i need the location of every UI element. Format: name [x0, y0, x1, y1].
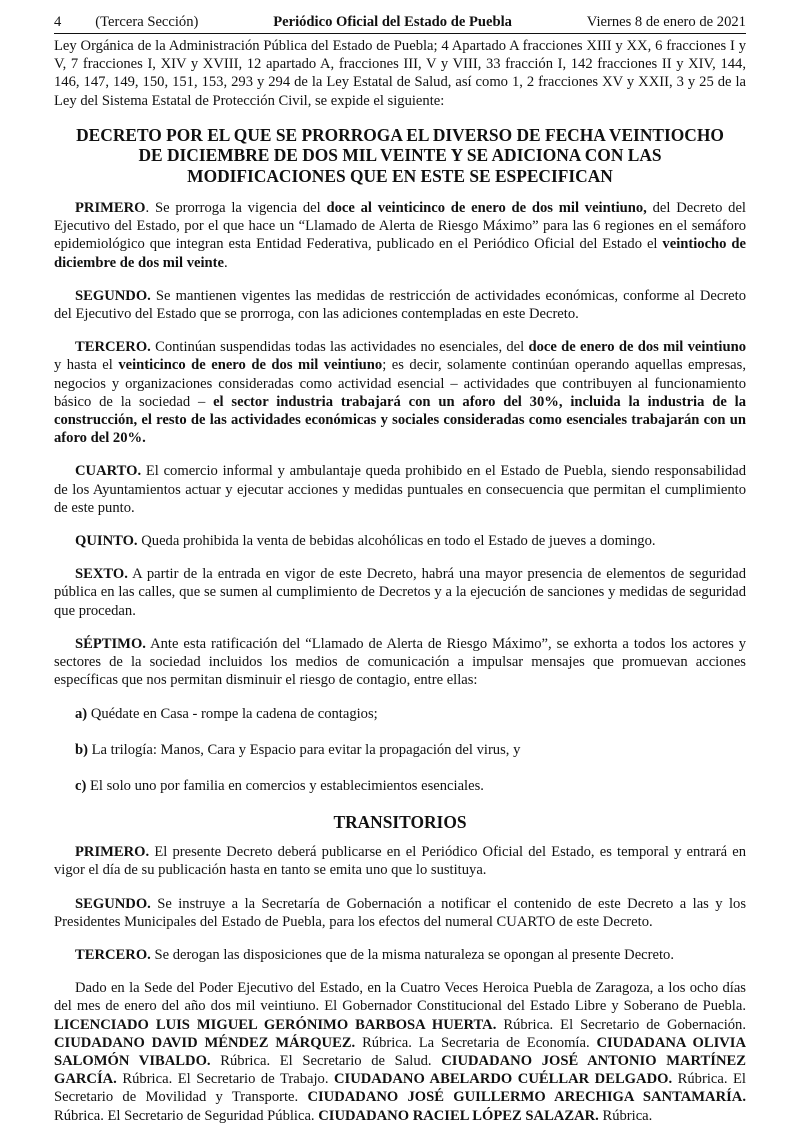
article-segundo	[54, 287, 746, 323]
list-item-label: c)	[75, 777, 87, 794]
article-tercero	[54, 338, 746, 447]
list-item	[54, 705, 746, 723]
article-text: Continúan suspendidas todas las actividades no esenciales, del	[150, 339, 529, 356]
article-bold-text: doce de enero de dos mil veintiuno	[528, 339, 746, 356]
signatory-name: CIUDADANO DAVID MÉNDEZ MÁRQUEZ.	[54, 1034, 356, 1051]
section-label: (Tercera Sección)	[95, 14, 199, 30]
signatory-name: CIUDADANA OLIVIA SALOMÓN VIBALDO.	[54, 1034, 747, 1069]
article-text: .	[223, 254, 228, 271]
article-text: Se mantienen vigentes las medidas de restricción de actividades económicas, conforme al Decreto del Ejecutivo del Estado que se prorroga, con las adiciones contempladas en este Decreto.	[54, 287, 746, 323]
article-septimo	[54, 635, 746, 690]
article-text: El comercio informal y ambulantaje queda prohibido en el Estado de Puebla, siendo responsabilidad de los Ayuntamientos actuar y ejecutar acciones y medidas puntuales en consecuencia que permitan el cumplimiento de este punto.	[54, 463, 746, 516]
publication-name: Periódico Oficial del Estado de Puebla	[273, 14, 512, 30]
intro-paragraph: Ley Orgánica de la Administración Pública del Estado de Puebla; 4 Apartado A fracciones XIII y XX, 6 fracciones I y V, 7 fracciones I, XIV y XVIII, 12 apartado A, fracciones III, V y VIII, 33 fracción I, 142 fracciones II y XIV, 144, 146, 147, 149, 150, 151, 153, 293 y 294 de la Ley Estatal de Salud, así como 1, 2 fracciones XV y XXII, 3 y 25 de la Ley del Sistema Estatal de Protección Civil, se expide el siguiente:	[54, 38, 746, 109]
article-label: SEGUNDO.	[75, 287, 151, 304]
article-label: SÉPTIMO.	[75, 635, 146, 652]
page-header	[54, 12, 746, 34]
article-primero	[54, 199, 746, 272]
article-bold-text: veintiocho de diciembre de dos mil veinte	[54, 236, 746, 271]
article-bold-text: el sector industria trabajará con un aforo del 30%, incluida la industria de la construcción, el resto de las actividades económicas y sociales consideradas como esenciales trabajarán con un aforo del 20%.	[54, 393, 746, 447]
article-cuarto	[54, 462, 746, 517]
article-text: El presente Decreto deberá publicarse en el Periódico Oficial del Estado, es temporal y entrará en vigor el día de su publicación hasta en tanto se emita uno que lo sustituya.	[54, 844, 746, 879]
article-label: TERCERO.	[75, 946, 151, 963]
list-item-text: La trilogía: Manos, Cara y Espacio para evitar la propagación del virus, y	[87, 741, 521, 758]
publication-date: Viernes 8 de enero de 2021	[586, 14, 746, 30]
list-item	[54, 741, 746, 759]
closing-text: Rúbrica. El Secretario de Salud.	[210, 1052, 442, 1069]
list-item-label: b)	[75, 741, 88, 758]
signatory-name: LICENCIADO LUIS MIGUEL GERÓNIMO BARBOSA HUERTA.	[54, 1016, 497, 1033]
transitorios-title: TRANSITORIOS	[333, 812, 467, 833]
article-label: TERCERO.	[75, 339, 151, 356]
transitorio-segundo	[54, 895, 746, 931]
article-sexto	[54, 565, 746, 620]
decree-title-line: DECRETO POR EL QUE SE PRORROGA EL DIVERSO DE FECHA VEINTIOCHO	[76, 124, 724, 145]
signatory-name: CIUDADANO JOSÉ ANTONIO MARTÍNEZ GARCÍA.	[54, 1052, 746, 1088]
transitorio-tercero	[54, 946, 746, 964]
decree-title-line: MODIFICACIONES QUE EN ESTE SE ESPECIFICAN	[187, 165, 613, 186]
list-item-text: El solo uno por familia en comercios y establecimientos esenciales.	[86, 777, 484, 794]
article-text: Ante esta ratificación del “Llamado de Alerta de Riesgo Máximo”, se exhorta a todos los actores y sectores de la sociedad incluidos los medios de comunicación a impulsar mensajes que promuevan acciones específicas que nos permitan disminuir el riesgo de contagio, entre ellas:	[54, 635, 746, 689]
article-text: . Se prorroga la vigencia del	[145, 200, 327, 217]
closing-text: Rúbrica. El Secretario de Seguridad Pública.	[54, 1107, 319, 1124]
closing-text: Rúbrica. El Secretario de Gobernación.	[496, 1016, 746, 1033]
signatory-name: CIUDADANO JOSÉ GUILLERMO ARECHIGA SANTAMARÍA.	[307, 1089, 746, 1106]
article-text: Queda prohibida la venta de bebidas alcohólicas en todo el Estado de jueves a domingo.	[137, 533, 656, 550]
article-text: Se derogan las disposiciones que de la misma naturaleza se opongan al presente Decreto.	[150, 946, 674, 963]
article-text: A partir de la entrada en vigor de este Decreto, habrá una mayor presencia de elementos de seguridad pública en las calles, que se sumen al cumplimiento de Decretos y a la ejecución de sanciones y medidas de seguridad que procedan.	[54, 566, 746, 619]
article-text: del Decreto del Ejecutivo del Estado, por el que hace un “Llamado de Alerta de Riesgo Máximo” para las 6 regiones en el semáforo epidemiológico que integran esta Entidad Federativa, publicado en el Periódico Oficial del Estado el	[54, 200, 746, 253]
header-left	[54, 12, 198, 32]
article-bold-text: veinticinco de enero de dos mil veintiuno	[118, 357, 383, 374]
list-item-text: Quédate en Casa - rompe la cadena de contagios;	[87, 705, 378, 722]
article-quinto	[54, 532, 746, 550]
closing-text: Rúbrica.	[598, 1107, 653, 1124]
transitorio-primero	[54, 843, 746, 879]
closing-text: Dado en la Sede del Poder Ejecutivo del Estado, en la Cuatro Veces Heroica Puebla de Zaragoza, a los ocho días del mes de enero del año dos mil veintiuno. El Gobernador Constitucional del Estado Libre y Soberano de Puebla.	[54, 980, 746, 1015]
article-label: SEXTO.	[75, 566, 128, 583]
list-item	[54, 777, 746, 795]
article-label: SEGUNDO.	[75, 895, 151, 912]
list-item-label: a)	[75, 705, 88, 722]
page-number: 4	[54, 14, 62, 30]
article-label: PRIMERO	[75, 200, 146, 217]
article-label: CUARTO.	[75, 463, 142, 480]
closing-signatures	[54, 979, 746, 1125]
article-text: Se instruye a la Secretaría de Gobernación a notificar el contenido de este Decreto a las y los Presidentes Municipales del Estado de Puebla, para los efectos del numeral CUARTO de este Decreto.	[54, 895, 746, 930]
article-label: PRIMERO.	[75, 844, 150, 861]
signatory-name: CIUDADANO RACIEL LÓPEZ SALAZAR.	[318, 1107, 599, 1124]
decree-title	[54, 125, 746, 186]
article-label: QUINTO.	[75, 533, 138, 550]
closing-text: Rúbrica. El Secretario de Movilidad y Transporte.	[54, 1071, 746, 1106]
article-bold-text: doce al veinticinco de enero de dos mil veintiuno,	[326, 200, 647, 217]
signatory-name: CIUDADANO ABELARDO CUÉLLAR DELGADO.	[334, 1071, 673, 1088]
article-text: ; es decir, solamente continúan operando aquellas empresas, negocios y organizaciones consideradas como actividad esencial – actividades que contribuyen al funcionamiento básico de la sociedad –	[54, 357, 746, 410]
closing-text: Rúbrica. El Secretario de Trabajo.	[116, 1071, 335, 1088]
decree-title-line: DE DICIEMBRE DE DOS MIL VEINTE Y SE ADICIONA CON LAS	[138, 145, 662, 166]
article-text: y hasta el	[54, 357, 119, 374]
closing-text: Rúbrica. La Secretaria de Economía.	[355, 1034, 597, 1051]
